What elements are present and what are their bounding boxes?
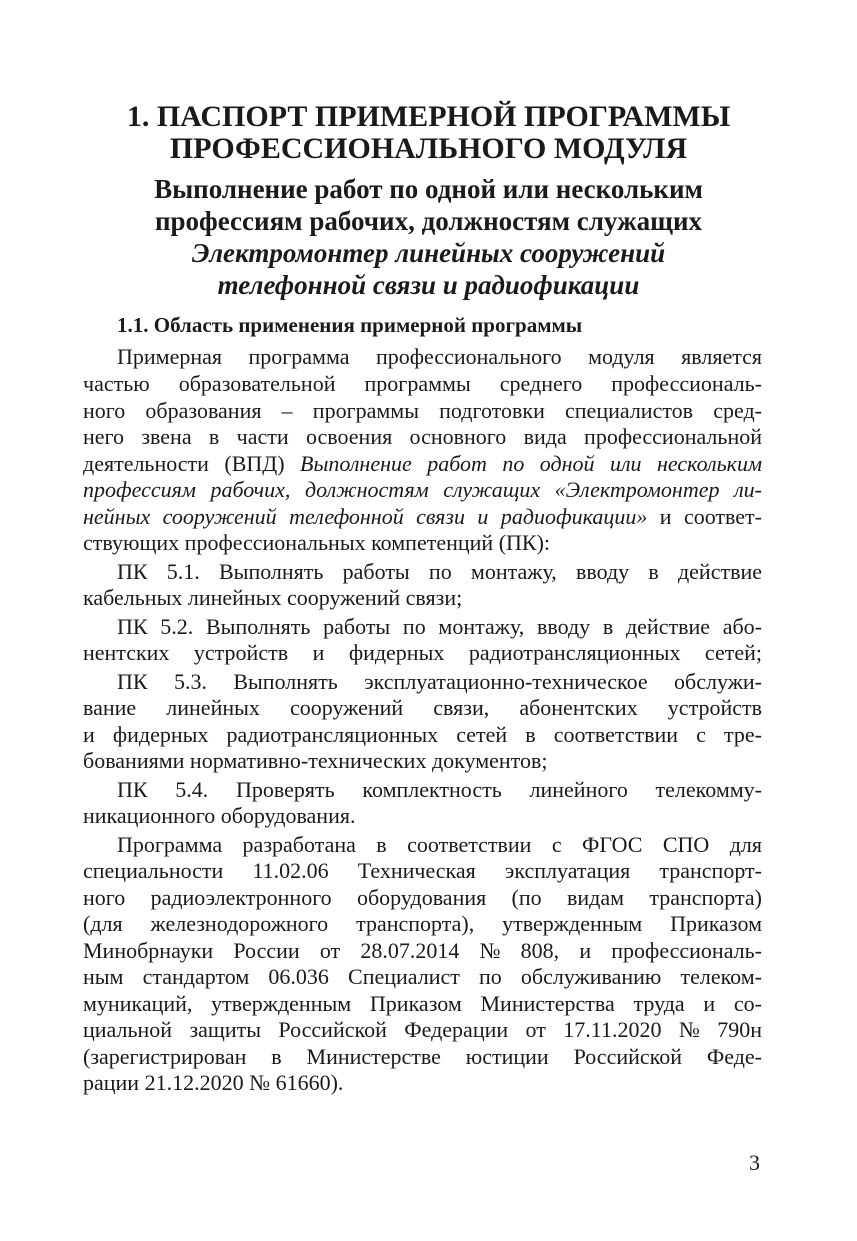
italic-text: профессиям рабочих, должностям служащих «Электромонтер ли- — [83, 477, 762, 502]
text-line — [83, 964, 762, 990]
profession-title-line-1: Электромонтер линейных сооружений — [191, 238, 666, 268]
text-line — [83, 640, 762, 666]
text-line — [117, 777, 762, 803]
italic-text: нейных сооружений телефонной связи и радиофикации» — [83, 504, 648, 529]
text-line — [117, 344, 762, 370]
text-segment: никационного оборудования. — [83, 803, 356, 828]
italic-text: Выполнение работ по одной или нескольким — [300, 451, 762, 476]
text-line — [83, 1044, 762, 1070]
text-line — [83, 748, 548, 774]
text-segment: рации 21.12.2020 № 61660). — [83, 1070, 344, 1095]
text-line — [83, 803, 355, 829]
text-line — [117, 832, 762, 858]
text-segment: и фидерных радиотрансляционных сетей в соответствии с тре- — [83, 722, 762, 747]
text-segment: циальной защиты Российской Федерации от 17.11.2020 № 790н — [83, 1017, 762, 1042]
text-line — [83, 911, 762, 937]
text-segment: него звена в части освоения основного вида профессиональной — [83, 424, 762, 449]
text-segment: (зарегистрирован в Министерстве юстиции Российской Феде- — [83, 1044, 762, 1069]
text-line — [83, 695, 762, 721]
text-line — [83, 451, 762, 477]
text-segment: ствующих профессиональных компетенций (ПК): — [83, 530, 551, 555]
text-line — [83, 991, 762, 1017]
text-segment: частью образовательной программы среднего профессиональ- — [83, 371, 762, 396]
text-line — [83, 424, 762, 450]
section-title: 1.1. Область применения примерной программы — [117, 313, 583, 337]
text-line — [83, 504, 762, 530]
text-segment: и соответ- — [647, 504, 763, 529]
text-segment: ПК 5.3. Выполнять эксплуатационно-техническое обслужи- — [117, 669, 762, 694]
text-line — [83, 1070, 343, 1096]
text-segment: Минобрнауки России от 28.07.2014 № 808, и профессиональ- — [83, 938, 762, 963]
text-line — [83, 938, 762, 964]
text-segment: (для железнодорожного транспорта), утвержденным Приказом — [83, 911, 762, 936]
text-line — [83, 858, 762, 884]
text-segment: ПК 5.1. Выполнять работы по монтажу, вводу в действие — [117, 559, 762, 584]
text-line — [83, 1017, 762, 1043]
module-title-line-1: Выполнение работ по одной или нескольким — [154, 174, 703, 204]
text-line — [83, 398, 762, 424]
text-line — [83, 530, 550, 556]
text-segment: Примерная программа профессионального модуля является — [117, 344, 762, 369]
text-segment: ПК 5.2. Выполнять работы по монтажу, вводу в действие або- — [117, 614, 762, 639]
text-segment: нентских устройств и фидерных радиотрансляционных сетей; — [83, 640, 762, 665]
text-segment: вание линейных сооружений связи, абонентских устройств — [83, 695, 762, 720]
text-line — [83, 477, 762, 503]
text-line — [117, 669, 762, 695]
text-line — [83, 885, 762, 911]
text-segment: ного радиоэлектронного оборудования (по видам транспорта) — [83, 885, 762, 910]
text-segment: ным стандартом 06.036 Специалист по обслуживанию телеком- — [83, 964, 762, 989]
text-line — [117, 614, 762, 640]
text-segment: бованиями нормативно-технических документов; — [83, 748, 548, 773]
text-line — [83, 722, 762, 748]
text-segment: ПК 5.4. Проверять комплектность линейного телекомму- — [117, 777, 762, 802]
text-segment: кабельных линейных сооружений связи; — [83, 585, 463, 610]
module-title-line-2: профессиям рабочих, должностям служащих — [154, 206, 702, 236]
text-segment: муникаций, утвержденным Приказом Министерства труда и со- — [83, 991, 762, 1016]
text-segment: деятельности (ВПД) — [83, 451, 301, 476]
chapter-title-line-2: ПРОФЕССИОНАЛЬНОГО МОДУЛЯ — [169, 132, 688, 165]
text-line — [83, 371, 762, 397]
text-line — [83, 585, 462, 611]
page-number: 3 — [749, 1150, 760, 1175]
text-segment: Программа разработана в соответствии с ФГОС СПО для — [117, 832, 762, 857]
profession-title-line-2: телефонной связи и радиофикации — [217, 270, 640, 300]
text-line — [117, 559, 762, 585]
text-segment: ного образования – программы подготовки специалистов сред- — [83, 398, 762, 423]
chapter-title-line-1: 1. ПАСПОРТ ПРИМЕРНОЙ ПРОГРАММЫ — [126, 100, 731, 133]
text-segment: специальности 11.02.06 Техническая эксплуатация транспорт- — [83, 858, 762, 883]
